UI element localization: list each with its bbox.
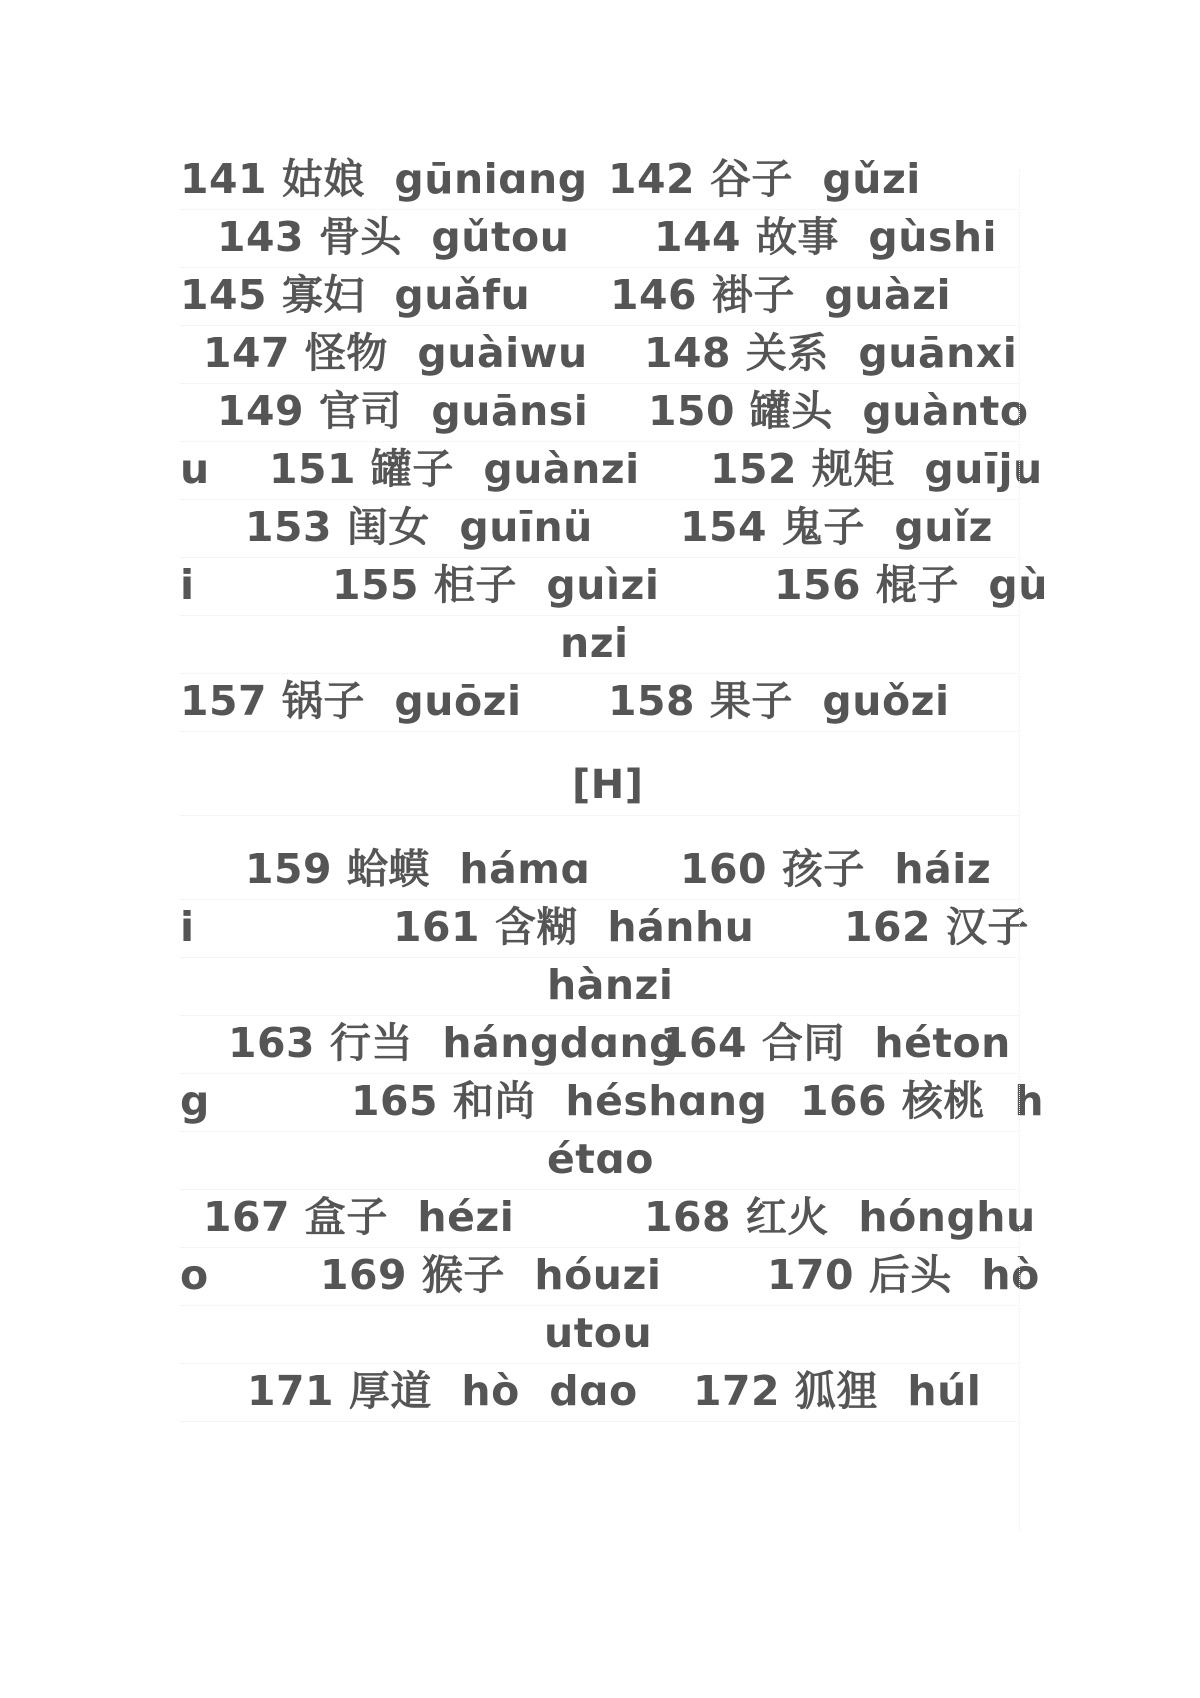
line-170-cont xyxy=(180,1301,1020,1364)
entry-141: 141 姑娘 gūniɑng xyxy=(180,155,588,203)
entry-156b: nzi xyxy=(560,619,629,667)
entry-166b: étɑo xyxy=(547,1135,654,1183)
entry-148: 148 关系 guānxi xyxy=(644,329,1018,377)
right-margin-rule xyxy=(1019,170,1021,1532)
line-156-cont xyxy=(180,611,1020,674)
entry-159: 159 蛤蟆 hámɑ xyxy=(245,845,591,893)
line-147-148 xyxy=(180,321,1020,384)
entry-143: 143 骨头 gǔtou xyxy=(217,213,570,261)
entry-168b: o xyxy=(180,1251,209,1299)
line-166-cont xyxy=(180,1127,1020,1190)
line-143-144 xyxy=(180,205,1020,268)
entry-165: 165 和尚 héshɑng xyxy=(351,1077,768,1125)
entry-150a: 150 罐头 guànto xyxy=(648,387,1029,435)
line-157-158 xyxy=(180,669,1020,732)
section-heading-h xyxy=(180,753,1020,816)
entry-154b: i xyxy=(180,561,195,609)
entry-144: 144 故事 gùshi xyxy=(654,213,998,261)
line-145-146 xyxy=(180,263,1020,326)
entry-145: 145 寡妇 guǎfu xyxy=(180,271,531,319)
entry-164a: 164 合同 héton xyxy=(660,1019,1011,1067)
entry-164b: g xyxy=(180,1077,210,1125)
entry-142: 142 谷子 gǔzi xyxy=(608,155,921,203)
entry-172: 172 狐狸 húl xyxy=(693,1367,982,1415)
entry-156a: 156 棍子 gù xyxy=(774,561,1048,609)
entry-160a: 160 孩子 háiz xyxy=(680,845,992,893)
entry-158: 158 果子 guǒzi xyxy=(608,677,950,725)
entry-161: 161 含糊 hánhu xyxy=(393,903,755,951)
entry-147: 147 怪物 guàiwu xyxy=(203,329,588,377)
entry-168a: 168 红火 hónghu xyxy=(644,1193,1036,1241)
line-149-150 xyxy=(180,379,1029,442)
line-151-152 xyxy=(180,437,1043,500)
line-163-164 xyxy=(180,1011,1020,1074)
line-165-166 xyxy=(180,1069,1045,1132)
entry-167: 167 盒子 hézi xyxy=(203,1193,515,1241)
entry-154a: 154 鬼子 guǐz xyxy=(680,503,993,551)
entry-150b: u xyxy=(180,445,210,493)
section-heading: [H] xyxy=(572,762,644,808)
entry-151: 151 罐子 guànzi xyxy=(269,445,640,493)
line-162-cont xyxy=(180,953,1020,1016)
line-159-160 xyxy=(180,837,1020,900)
entry-170a: 170 后头 hò xyxy=(767,1251,1040,1299)
line-169-170 xyxy=(180,1243,1040,1306)
entry-162a: 162 汉子 xyxy=(844,903,1029,951)
line-141-142 xyxy=(180,147,1020,210)
entry-169: 169 猴子 hóuzi xyxy=(320,1251,662,1299)
line-153-154 xyxy=(180,495,1020,558)
entry-157: 157 锅子 guōzi xyxy=(180,677,522,725)
entry-171: 171 厚道 hò dɑo xyxy=(247,1367,638,1415)
entry-149: 149 官司 guānsi xyxy=(217,387,589,435)
line-171-172 xyxy=(180,1359,1020,1422)
entry-170b: utou xyxy=(544,1309,653,1357)
entry-162b: hànzi xyxy=(547,961,674,1009)
entry-152: 152 规矩 guīju xyxy=(710,445,1043,493)
entry-163: 163 行当 hángdɑng xyxy=(228,1019,680,1067)
entry-155: 155 柜子 guìzi xyxy=(332,561,660,609)
line-161-162 xyxy=(180,895,1029,958)
entry-166a: 166 核桃 h xyxy=(800,1077,1045,1125)
line-155-156 xyxy=(180,553,1048,616)
entry-160b: i xyxy=(180,903,195,951)
entry-153: 153 闺女 guīnü xyxy=(245,503,593,551)
line-167-168 xyxy=(180,1185,1036,1248)
entry-146: 146 褂子 guàzi xyxy=(610,271,952,319)
